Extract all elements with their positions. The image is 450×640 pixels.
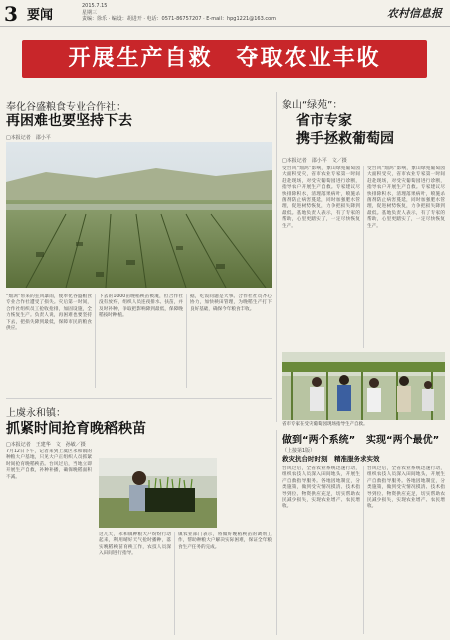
main-column-divider — [276, 92, 277, 422]
story2-photo-caption: 省市专家在受灾葡萄园现场指导生产自救。 — [282, 422, 368, 427]
story4-subhead: 救灾抗台时时刻 精准服务求实效 — [282, 455, 380, 463]
page-number: 3 — [4, 2, 18, 26]
story4-body-col2: 台风过后，全省农业系统迅速行动，组织农技人员深入田间地头，开展生产自救指导服务。各地因地制宜，分类施策，做到受灾情况摸清、技术指导到位、物资供应充足，切实帮助农民减少损失，实现农业增产、农民增收。 — [367, 466, 445, 510]
story1-byline: □本报记者 邵小平 — [6, 135, 51, 141]
story4-title-right: 实现“两个最优” — [366, 435, 440, 446]
main-column-divider — [276, 430, 277, 635]
newspaper-name: 农村信息报 — [387, 7, 442, 20]
story2-body-col1: 受台风“灿鸿”影响，象山绿苑葡萄园大面积受灾，省市农业专家第一时间赶赴现场，对受灾葡萄园进行诊断，指导农户开展生产自救。专家建议尽快排除积水，清理落果病叶，喷施杀菌剂防止病害蔓延，同时加强肥水管理，促进树势恢复，力争把损失降到最低。基地负责人表示，有了专家的帮助，心里更踏实了，一定尽快恢复生产。 — [282, 166, 360, 229]
section-title: 要闻 — [27, 8, 54, 23]
story3-body-col1: 7月12日下午，记者来到上虞区永和镇的种粮大户基地，只见大户正组织人员抓紧时间抢育晚稻秧苗。台风过后，当地立即开展生产自救，补种补播，确保晚稻面积不减。 — [6, 449, 92, 480]
headline-banner — [22, 40, 427, 78]
story1-photo — [6, 142, 272, 288]
masthead — [0, 0, 450, 27]
issue-date: 2015.7.15 星期三 — [82, 3, 108, 16]
column-divider — [363, 166, 364, 348]
story4-title-left: 做到“两个系统” — [282, 435, 356, 446]
story3-title: 抓紧时间抢育晚稻秧苗 — [6, 421, 146, 437]
banner-text: 开展生产自救 夺取农业丰收 — [68, 46, 381, 71]
column-divider — [363, 466, 364, 634]
section-divider — [6, 398, 272, 399]
story1-body-col1: “灿鸿”带来的狂风暴雨，使奉化谷盛粮食专业合作社遭受了损失。灾后第一时间，合作社组织员工抢收抢排，加固设施，全力恢复生产。负责人说，再困难也要坚持下去，把损失降到最低，保障市民的粮食供应。 — [6, 294, 92, 332]
column-divider — [95, 294, 96, 388]
story2-byline: □本报记者 邵小平 文／摄 — [282, 158, 347, 164]
story2-photo — [282, 352, 445, 420]
story2-kicker: 象山“绿苑”： — [282, 100, 343, 111]
story1-body-col3: 据，吃饭问题是大事。合作社社员齐心协力，加快秧田管理，为晚稻生产打下良好基础，确保今年粮食丰收。 — [190, 294, 272, 312]
story1-body-col2: 下去的1000亩晚稻秧苗被淹，但合作社没有放弃，组织人员连夜排水、扶苗，并及时补种，争取把影响降到最低，保障晚稻按时种植。 — [99, 294, 183, 319]
story3-body-col2: 这几天，永和镇种粮大户纷纷行动起来，利用晴好天气抢时播种，落实晚稻秧苗育秧工作，农技人员深入田间进行指导。 — [99, 532, 171, 557]
story3-photo — [99, 458, 217, 528]
story1-title: 再困难也要坚持下去 — [6, 113, 132, 129]
story2-title-line1: 省市专家 — [296, 113, 352, 129]
editor-contact: 责编：徐乐 · 编设：胡进开 · 电话：0571-86757207 · E-mail：hpg1221@163.com — [82, 16, 277, 22]
story1-kicker: 奉化谷盛粮食专业合作社： — [6, 102, 126, 113]
story2-body-col2: 受台风“灿鸿”影响，象山绿苑葡萄园大面积受灾，省市农业专家第一时间赶赴现场，对受灾葡萄园进行诊断，指导农户开展生产自救。专家建议尽快排除积水，清理落果病叶，喷施杀菌剂防止病害蔓延，同时加强肥水管理，促进树势恢复，力争把损失降到最低。基地负责人表示，有了专家的帮助，心里更踏实了，一定尽快恢复生产。 — [367, 166, 445, 229]
story4-byline: （上接第1版） — [282, 448, 316, 454]
story3-body-col3: 镇农业部门表示，将做好晚稻秧苗的调剂工作，帮助种粮大户解决实际困难，保证全年粮食生产任务的完成。 — [178, 532, 272, 550]
column-divider — [174, 532, 175, 635]
story4-body-col1: 台风过后，全省农业系统迅速行动，组织农技人员深入田间地头，开展生产自救指导服务。各地因地制宜，分类施策，做到受灾情况摸清、技术指导到位、物资供应充足，切实帮助农民减少损失，实现农业增产、农民增收。 — [282, 466, 360, 510]
story2-title-line2: 携手拯救葡萄园 — [296, 131, 394, 147]
column-divider — [186, 294, 187, 388]
story3-byline: □本报记者 王建华 文 孙敏／摄 — [6, 442, 86, 448]
story3-kicker: 上虞永和镇： — [6, 408, 66, 419]
